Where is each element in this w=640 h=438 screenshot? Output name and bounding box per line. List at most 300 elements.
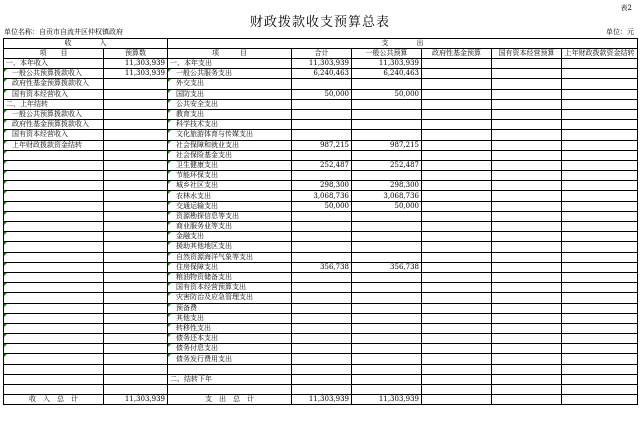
expense-fund: [422, 283, 492, 293]
expense-item: [168, 385, 292, 395]
table-row: [4, 150, 638, 160]
expense-carry: [562, 191, 638, 201]
expense-total: [292, 303, 352, 313]
expense-total: 987,215: [292, 140, 352, 150]
expense-item: [168, 364, 292, 374]
expense-total: [292, 211, 352, 221]
expense-general: [352, 313, 422, 323]
income-item: [4, 283, 104, 293]
expense-fund: [422, 313, 492, 323]
income-value: [104, 89, 168, 99]
income-value: [104, 120, 168, 130]
income-item: 政府性基金预算拨款收入: [4, 79, 104, 89]
expense-capital: [492, 272, 562, 282]
expense-item: 公共安全支出: [168, 99, 292, 109]
expense-total: 356,738: [292, 262, 352, 272]
expense-general: [352, 272, 422, 282]
expense-item: 预备费: [168, 303, 292, 313]
expense-general: [352, 303, 422, 313]
expense-total: [292, 334, 352, 344]
income-item: [4, 232, 104, 242]
expense-total: 11,303,939: [292, 59, 352, 69]
expense-fund: [422, 140, 492, 150]
income-item: 一般公共预算拨款收入: [4, 69, 104, 79]
income-value: 11,303,939: [104, 59, 168, 69]
table-row: [4, 130, 638, 140]
expense-total: [292, 232, 352, 242]
income-value: [104, 181, 168, 191]
expense-carry: [562, 242, 638, 252]
income-value: [104, 313, 168, 323]
expense-general: [352, 364, 422, 374]
expense-capital: [492, 303, 562, 313]
table-row: [4, 374, 638, 384]
expense-fund: [422, 232, 492, 242]
expense-carry: [562, 150, 638, 160]
income-item: [4, 262, 104, 272]
expense-fund: [422, 364, 492, 374]
expense-general: [352, 252, 422, 262]
income-value: [104, 201, 168, 211]
expense-fund: [422, 181, 492, 191]
expense-carry-total: [562, 395, 638, 405]
income-item: [4, 313, 104, 323]
income-value: [104, 232, 168, 242]
expense-total: 3,068,736: [292, 191, 352, 201]
expense-general: 987,215: [352, 140, 422, 150]
expense-item: 国有资本经营预算支出: [168, 283, 292, 293]
expense-capital: [492, 140, 562, 150]
expense-carry: [562, 344, 638, 354]
table-row: [4, 211, 638, 221]
income-item: 上年财政拨款资金结转: [4, 140, 104, 150]
table-row: [4, 344, 638, 354]
table-row: [4, 272, 638, 282]
expense-general: [352, 171, 422, 181]
expense-capital: [492, 99, 562, 109]
expense-general: 50,000: [352, 201, 422, 211]
table-row: [4, 69, 638, 79]
expense-fund: [422, 252, 492, 262]
expense-fund: [422, 120, 492, 130]
income-item: [4, 354, 104, 364]
expense-total: [292, 99, 352, 109]
table-row: [4, 160, 638, 170]
income-item: 政府性基金预算拨款收入: [4, 120, 104, 130]
expense-fund: [422, 354, 492, 364]
page-title: 财政拨款收支预算总表: [249, 15, 390, 30]
expense-capital: [492, 252, 562, 262]
income-item: [4, 191, 104, 201]
expense-total: 252,487: [292, 160, 352, 170]
expense-item-header: 项 目: [168, 49, 292, 59]
income-item: [4, 334, 104, 344]
expense-fund: [422, 109, 492, 119]
expense-item: 自然资源海洋气象等支出: [168, 252, 292, 262]
expense-general: [352, 334, 422, 344]
income-value: [104, 109, 168, 119]
expense-carry: [562, 252, 638, 262]
expense-general: [352, 293, 422, 303]
expense-carry: [562, 211, 638, 221]
expense-item: 社会保障和就业支出: [168, 140, 292, 150]
table-row: [4, 222, 638, 232]
income-value: [104, 262, 168, 272]
table-row: [4, 364, 638, 374]
income-item: [4, 211, 104, 221]
expense-item: 其他支出: [168, 313, 292, 323]
fund-budget-header: 政府性基金预算: [422, 49, 492, 59]
expense-item: 债务还本支出: [168, 334, 292, 344]
income-value: [104, 191, 168, 201]
income-value: [104, 79, 168, 89]
currency-unit: 单位：元: [606, 28, 634, 36]
expense-general: 6,240,463: [352, 69, 422, 79]
expense-total: [292, 171, 352, 181]
expense-total: [292, 323, 352, 333]
expense-capital: [492, 191, 562, 201]
expense-carry: [562, 374, 638, 384]
income-value: [104, 323, 168, 333]
expense-fund-total: [422, 395, 492, 405]
expense-total: [292, 313, 352, 323]
expense-total: [292, 130, 352, 140]
expense-carry: [562, 69, 638, 79]
expense-carry: [562, 79, 638, 89]
expense-general: [352, 385, 422, 395]
table-row: [4, 191, 638, 201]
expense-general: 298,300: [352, 181, 422, 191]
expense-fund: [422, 171, 492, 181]
income-value: [104, 252, 168, 262]
expense-fund: [422, 374, 492, 384]
expense-fund: [422, 303, 492, 313]
expense-general: [352, 79, 422, 89]
expense-fund: [422, 79, 492, 89]
table-row: [4, 201, 638, 211]
expense-fund: [422, 130, 492, 140]
expense-capital: [492, 262, 562, 272]
table-row: [4, 171, 638, 181]
expense-total: [292, 364, 352, 374]
income-value: [104, 140, 168, 150]
expense-carry: [562, 385, 638, 395]
table-row: [4, 303, 638, 313]
income-value: [104, 334, 168, 344]
income-header: 收 入: [4, 39, 168, 49]
table-row: [4, 109, 638, 119]
income-value: [104, 211, 168, 221]
income-value: [104, 344, 168, 354]
expense-carry: [562, 140, 638, 150]
income-item: 国有资本经营收入: [4, 130, 104, 140]
expense-general-total: 11,303,939: [352, 395, 422, 405]
expense-carry: [562, 89, 638, 99]
expense-capital-total: [492, 395, 562, 405]
expense-total: [292, 344, 352, 354]
expense-capital: [492, 334, 562, 344]
expense-fund: [422, 323, 492, 333]
expense-general: 356,738: [352, 262, 422, 272]
income-item: 一般公共预算拨款收入: [4, 109, 104, 119]
expense-item: 社会保险基金支出: [168, 150, 292, 160]
expense-general: 252,487: [352, 160, 422, 170]
income-total-label: 收 入 总 计: [4, 395, 104, 405]
general-budget-header: 一般公共预算: [352, 49, 422, 59]
income-item: [4, 242, 104, 252]
income-value: [104, 99, 168, 109]
income-item: [4, 272, 104, 282]
income-item: [4, 160, 104, 170]
expense-capital: [492, 120, 562, 130]
expense-total: 50,000: [292, 89, 352, 99]
expense-fund: [422, 99, 492, 109]
expense-item: 债务发行费用支出: [168, 354, 292, 364]
expense-total: 6,240,463: [292, 69, 352, 79]
expense-capital: [492, 293, 562, 303]
expense-fund: [422, 262, 492, 272]
expense-fund: [422, 385, 492, 395]
income-value: [104, 242, 168, 252]
expense-item: 城乡社区支出: [168, 181, 292, 191]
income-item: [4, 385, 104, 395]
expense-carry: [562, 160, 638, 170]
expense-fund: [422, 211, 492, 221]
expense-capital: [492, 242, 562, 252]
expense-total: 50,000: [292, 201, 352, 211]
expense-carry: [562, 283, 638, 293]
table-row: [4, 89, 638, 99]
expense-capital: [492, 232, 562, 242]
expense-carry: [562, 364, 638, 374]
expense-capital: [492, 313, 562, 323]
carryover-header: 上年财政拨款资金结转: [562, 49, 638, 59]
expense-item: 文化旅游体育与传媒支出: [168, 130, 292, 140]
expense-carry: [562, 181, 638, 191]
income-total-value: 11,303,939: [104, 395, 168, 405]
expense-fund: [422, 160, 492, 170]
expense-capital: [492, 323, 562, 333]
expense-capital: [492, 211, 562, 221]
expense-item: 资源勘探信息等支出: [168, 211, 292, 221]
expense-capital: [492, 89, 562, 99]
income-item: [4, 323, 104, 333]
expense-carry: [562, 201, 638, 211]
income-item: [4, 201, 104, 211]
expense-total: [292, 272, 352, 282]
expense-capital: [492, 171, 562, 181]
expense-general: [352, 109, 422, 119]
income-value: 11,303,939: [104, 69, 168, 79]
expense-item: 科学技术支出: [168, 120, 292, 130]
expense-capital: [492, 109, 562, 119]
income-item: 国有资本经营收入: [4, 89, 104, 99]
expense-carry: [562, 313, 638, 323]
unit-name: 单位名称：自贡市自流井区仲权镇政府: [4, 28, 123, 36]
expense-capital: [492, 283, 562, 293]
expense-general: [352, 130, 422, 140]
expense-general: [352, 242, 422, 252]
expense-general: [352, 232, 422, 242]
expense-capital: [492, 69, 562, 79]
expense-fund: [422, 89, 492, 99]
income-item: [4, 150, 104, 160]
expense-carry: [562, 354, 638, 364]
income-item: [4, 293, 104, 303]
table-row: [4, 385, 638, 395]
total-row: [4, 395, 638, 405]
expense-carry: [562, 59, 638, 69]
expense-carry: [562, 171, 638, 181]
income-value: [104, 171, 168, 181]
expense-capital: [492, 222, 562, 232]
table-row: [4, 252, 638, 262]
income-item: 一、本年收入: [4, 59, 104, 69]
income-value: [104, 130, 168, 140]
expense-total: [292, 222, 352, 232]
income-item: [4, 222, 104, 232]
expense-total: [292, 79, 352, 89]
table-row: [4, 313, 638, 323]
expense-total: [292, 120, 352, 130]
expense-total: [292, 385, 352, 395]
expense-carry: [562, 272, 638, 282]
income-value: [104, 150, 168, 160]
expense-general: [352, 283, 422, 293]
expense-item: 金融支出: [168, 232, 292, 242]
income-item: [4, 374, 104, 384]
budget-header: 预算数: [104, 49, 168, 59]
table-row: [4, 262, 638, 272]
expense-general: [352, 211, 422, 221]
income-value: [104, 160, 168, 170]
expense-fund: [422, 201, 492, 211]
expense-fund: [422, 191, 492, 201]
expense-item: 转移性支出: [168, 323, 292, 333]
expense-carry: [562, 323, 638, 333]
expense-item: 教育支出: [168, 109, 292, 119]
expense-total: [292, 354, 352, 364]
expense-capital: [492, 59, 562, 69]
expense-item: 交通运输支出: [168, 201, 292, 211]
expense-carry: [562, 232, 638, 242]
expense-fund: [422, 59, 492, 69]
income-value: [104, 222, 168, 232]
expense-carry: [562, 120, 638, 130]
expense-item: 住房保障支出: [168, 262, 292, 272]
income-value: [104, 272, 168, 282]
total-header: 合计: [292, 49, 352, 59]
expense-total: 298,300: [292, 181, 352, 191]
expense-item: 援助其他地区支出: [168, 242, 292, 252]
expense-total: [292, 283, 352, 293]
expense-fund: [422, 150, 492, 160]
expense-fund: [422, 334, 492, 344]
expense-carry: [562, 130, 638, 140]
table-row: [4, 232, 638, 242]
expense-total-value: 11,303,939: [292, 395, 352, 405]
table-row: [4, 59, 638, 69]
income-item: [4, 344, 104, 354]
expense-general: 11,303,939: [352, 59, 422, 69]
table-row: [4, 120, 638, 130]
expense-total: [292, 293, 352, 303]
income-item: [4, 181, 104, 191]
income-value: [104, 364, 168, 374]
expense-item: 二、结转下年: [168, 374, 292, 384]
expense-header: 支 出: [168, 39, 638, 49]
expense-carry: [562, 334, 638, 344]
expense-capital: [492, 130, 562, 140]
income-item: [4, 303, 104, 313]
expense-fund: [422, 344, 492, 354]
expense-total: [292, 374, 352, 384]
expense-general: [352, 99, 422, 109]
expense-item: 粮油物资储备支出: [168, 272, 292, 282]
expense-carry: [562, 222, 638, 232]
income-item-header: 项 目: [4, 49, 104, 59]
expense-capital: [492, 364, 562, 374]
income-value: [104, 293, 168, 303]
expense-general: 3,068,736: [352, 191, 422, 201]
income-value: [104, 283, 168, 293]
income-item: [4, 364, 104, 374]
table-row: [4, 293, 638, 303]
table-row: [4, 79, 638, 89]
capital-budget-header: 国有资本经营预算: [492, 49, 562, 59]
expense-general: [352, 354, 422, 364]
table-row: [4, 283, 638, 293]
expense-item: 商业服务业等支出: [168, 222, 292, 232]
expense-capital: [492, 385, 562, 395]
expense-general: [352, 344, 422, 354]
budget-table: [3, 38, 638, 405]
expense-item: 一、本年支出: [168, 59, 292, 69]
expense-capital: [492, 201, 562, 211]
expense-capital: [492, 374, 562, 384]
expense-carry: [562, 303, 638, 313]
table-row: [4, 334, 638, 344]
expense-capital: [492, 354, 562, 364]
expense-general: [352, 374, 422, 384]
table-row: [4, 140, 638, 150]
expense-capital: [492, 344, 562, 354]
expense-fund: [422, 242, 492, 252]
expense-general: [352, 222, 422, 232]
expense-capital: [492, 79, 562, 89]
expense-total: [292, 242, 352, 252]
table-row: [4, 354, 638, 364]
table-row: [4, 323, 638, 333]
income-item: [4, 252, 104, 262]
income-value: [104, 354, 168, 364]
expense-fund: [422, 272, 492, 282]
expense-total-label: 支 出 总 计: [168, 395, 292, 405]
expense-total: [292, 252, 352, 262]
expense-item: 一般公共服务支出: [168, 69, 292, 79]
table-row: [4, 242, 638, 252]
expense-carry: [562, 109, 638, 119]
expense-general: [352, 323, 422, 333]
expense-fund: [422, 293, 492, 303]
expense-carry: [562, 99, 638, 109]
expense-item: 节能环保支出: [168, 171, 292, 181]
expense-capital: [492, 150, 562, 160]
income-item: 二、上年结转: [4, 99, 104, 109]
expense-general: [352, 150, 422, 160]
income-item: [4, 171, 104, 181]
expense-item: 灾害防治及应急管理支出: [168, 293, 292, 303]
